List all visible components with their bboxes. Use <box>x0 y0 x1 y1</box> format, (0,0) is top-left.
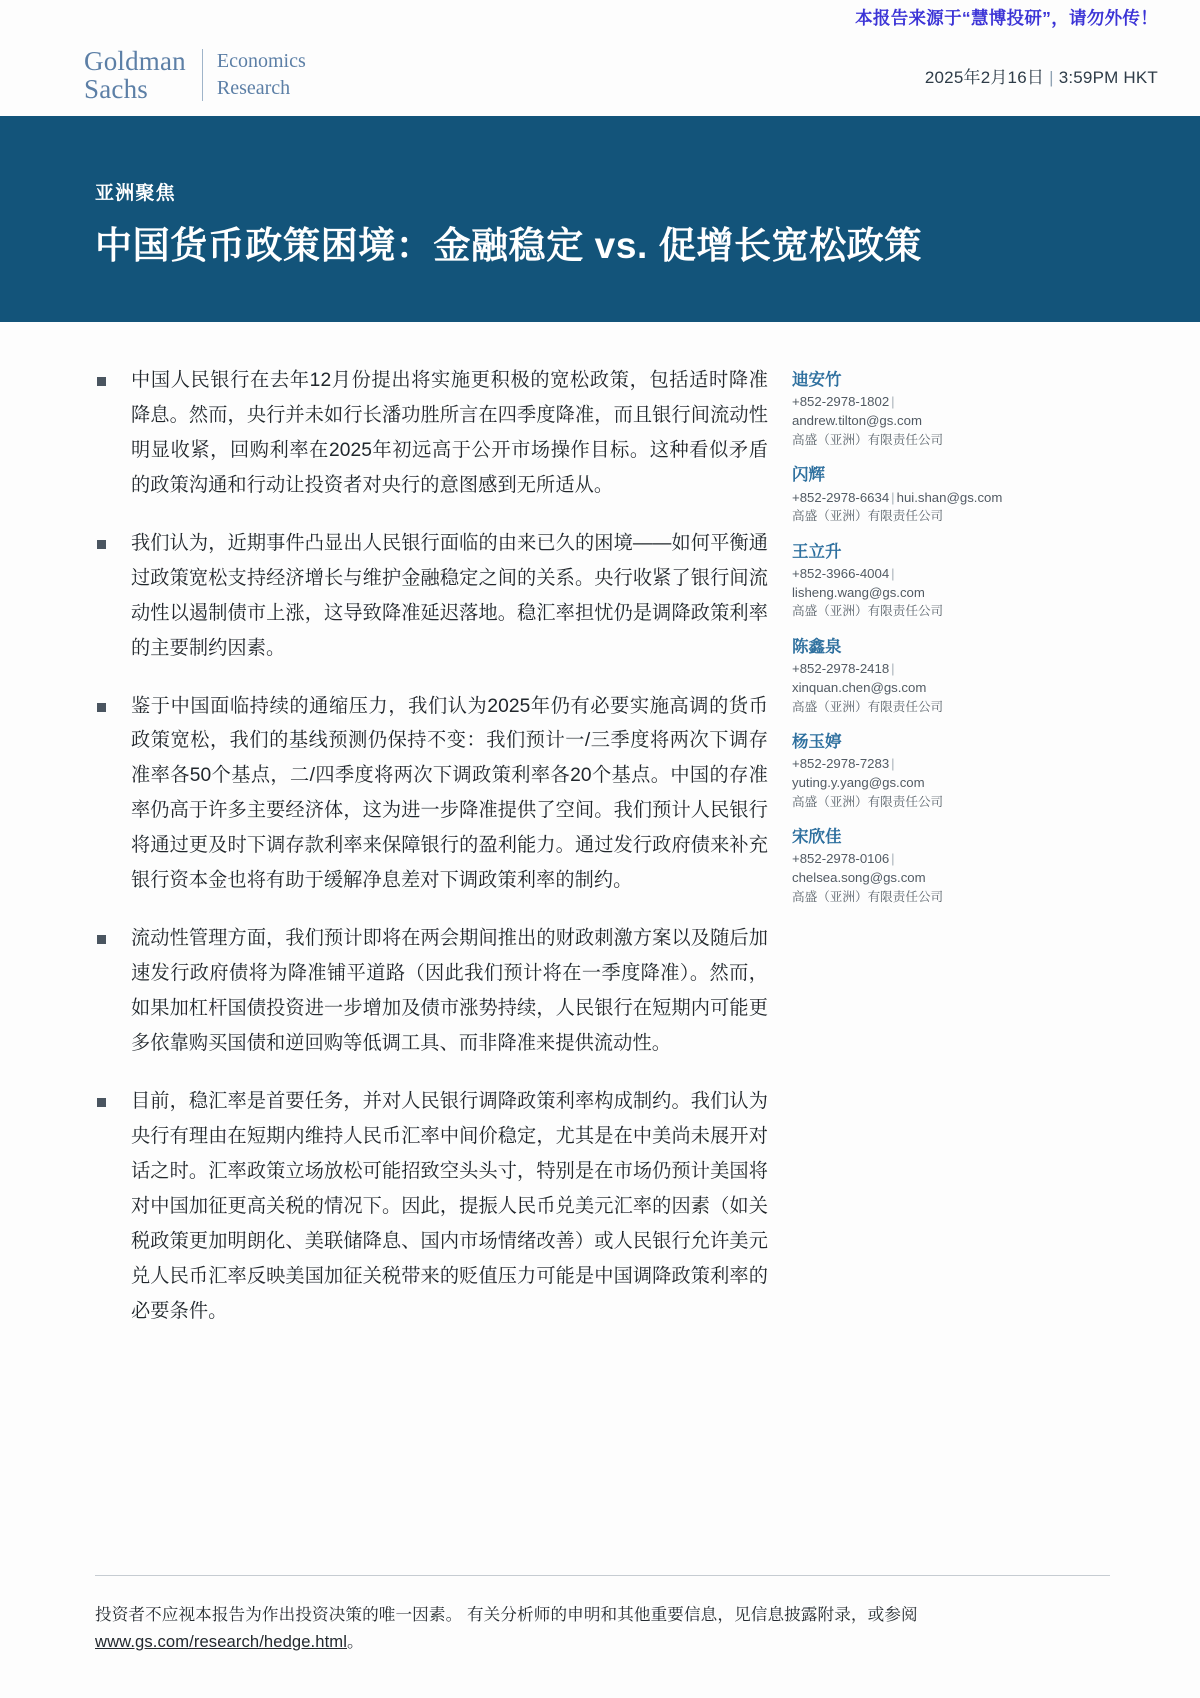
analyst-contact-list <box>792 364 1042 922</box>
contact-separator: | <box>891 566 895 582</box>
list-item <box>92 690 768 900</box>
analyst-phone[interactable]: +852-2978-2418 <box>792 661 890 677</box>
analyst-email[interactable]: xinquan.chen@gs.com <box>792 679 927 695</box>
bullet-square-icon <box>97 703 106 712</box>
analyst-phone[interactable]: +852-2978-0106 <box>792 851 890 867</box>
analyst-name: 陈鑫泉 <box>792 637 842 656</box>
analyst-firm: 高盛（亚洲）有限责任公司 <box>792 889 944 904</box>
disclaimer-text: 投资者不应视本报告为作出投资决策的唯一因素。 有关分析师的申明和其他重要信息，见信息披露附录，或参阅 <box>95 1605 918 1625</box>
analyst-firm: 高盛（亚洲）有限责任公司 <box>792 604 944 619</box>
analyst-card <box>792 465 1042 525</box>
contact-separator: | <box>891 851 895 867</box>
analyst-card <box>792 827 1042 906</box>
analyst-email-row <box>792 679 1042 698</box>
publication-time: 3:59PM HKT <box>1058 67 1158 87</box>
logo-department <box>217 48 306 102</box>
analyst-card <box>792 370 1042 449</box>
analyst-email-row <box>792 774 1042 793</box>
list-item <box>92 922 768 1062</box>
watermark-banner <box>0 0 1200 34</box>
analyst-name: 迪安竹 <box>792 371 842 389</box>
analyst-email[interactable]: andrew.tilton@gs.com <box>792 413 922 429</box>
research-disclosure-link[interactable]: www.gs.com/research/hedge.html <box>95 1632 348 1652</box>
footer-disclaimer <box>95 1602 1110 1656</box>
contact-separator: | <box>891 394 895 410</box>
bullet-square-icon <box>97 1098 106 1107</box>
page-title: 中国货币政策困境：金融稳定 vs. 促增长宽松政策 <box>95 225 922 266</box>
analyst-email[interactable]: yuting.y.yang@gs.com <box>792 775 925 791</box>
analyst-phone[interactable]: +852-2978-6634 <box>792 489 890 505</box>
disclaimer-suffix: 。 <box>347 1632 364 1652</box>
analyst-email[interactable]: chelsea.song@gs.com <box>792 870 926 886</box>
list-item <box>92 364 768 504</box>
contact-separator: | <box>891 661 895 677</box>
contact-separator: | <box>891 489 895 505</box>
logo-line-goldman: Goldman <box>84 45 186 76</box>
masthead <box>0 34 1200 116</box>
content-area <box>0 322 1200 1352</box>
list-item <box>92 1085 768 1330</box>
analyst-email[interactable]: hui.shan@gs.com <box>896 489 1003 505</box>
contact-separator: | <box>891 756 895 772</box>
bullet-square-icon <box>97 377 106 386</box>
logo-wordmark <box>84 47 186 103</box>
analyst-name: 王立升 <box>792 542 842 561</box>
analyst-email-row <box>792 869 1042 888</box>
analyst-phone[interactable]: +852-2978-1802 <box>792 394 890 410</box>
title-band <box>0 116 1200 322</box>
logo-dept-line-research: Research <box>216 77 291 99</box>
publication-date: 2025年2月16日 <box>924 67 1045 87</box>
bullet-text: 目前，稳汇率是首要任务，并对人民银行调降政策利率构成制约。我们认为央行有理由在短期内维持人民币汇率中间价稳定，尤其是在中美尚未展开对话之时。汇率政策立场放松可能招致空头头寸，特别是在市场仍预计美国将对中国加征更高关税的情况下。因此，提振人民币兑美元汇率的因素（如关税政策更加明朗化、美联储降息、国内市场情绪改善）或人民银行允许美元兑人民币汇率反映美国加征关税带来的贬值压力可能是中国调降政策利率的必要条件。 <box>131 1090 768 1322</box>
logo-dept-line-economics: Economics <box>216 50 306 72</box>
bullet-text: 流动性管理方面，我们预计即将在两会期间推出的财政刺激方案以及随后加速发行政府债将为降准铺平道路（因此我们预计将在一季度降准）。然而，如果加杠杆国债投资进一步增加及债市涨势持续，人民银行在短期内可能更多依靠购买国债和逆回购等低调工具、而非降准来提供流动性。 <box>131 928 768 1054</box>
summary-bullet-list <box>92 364 768 1329</box>
bullet-text: 鉴于中国面临持续的通缩压力，我们认为2025年仍有必要实施高调的货币政策宽松，我们的基线预测仍保持不变：我们预计一/三季度将两次下调存准率各50个基点，二/四季度将两次下调政策利率各20个基点。中国的存准率仍高于许多主要经济体，这为进一步降准提供了空间。我们预计人民银行将通过更及时下调存款利率来保障银行的盈利能力。通过发行政府债来补充银行资本金也将有助于缓解净息差对下调政策利率的制约。 <box>131 695 768 892</box>
goldman-sachs-logo <box>84 47 306 103</box>
analyst-email-row <box>792 584 1042 603</box>
analyst-phone-row <box>792 393 1042 412</box>
bullet-square-icon <box>97 935 106 944</box>
analyst-name: 宋欣佳 <box>792 828 842 847</box>
analyst-card <box>792 637 1042 716</box>
analyst-firm: 高盛（亚洲）有限责任公司 <box>792 432 944 447</box>
bullet-text: 中国人民银行在去年12月份提出将实施更积极的宽松政策，包括适时降准降息。然而，央行并未如行长潘功胜所言在四季度降准，而且银行间流动性明显收紧，回购利率在2025年初远高于公开市场操作目标。这种看似矛盾的政策沟通和行动让投资者对央行的意图感到无所适从。 <box>131 370 768 496</box>
analyst-name: 杨玉婷 <box>792 732 842 751</box>
analyst-firm: 高盛（亚洲）有限责任公司 <box>792 509 944 524</box>
analyst-firm: 高盛（亚洲）有限责任公司 <box>792 699 944 714</box>
analyst-phone-row <box>792 660 1042 679</box>
analyst-email-row <box>792 412 1042 431</box>
analyst-phone[interactable]: +852-2978-7283 <box>792 756 890 772</box>
analyst-phone-row <box>792 850 1042 869</box>
page-footer <box>0 1575 1200 1698</box>
analyst-firm: 高盛（亚洲）有限责任公司 <box>792 794 944 809</box>
logo-line-sachs: Sachs <box>84 74 148 104</box>
publication-timestamp <box>925 63 1158 88</box>
watermark-text: 本报告来源于“慧博投研”，请勿外传！ <box>855 7 1158 28</box>
timestamp-separator: | <box>1049 67 1054 87</box>
analyst-card <box>792 732 1042 811</box>
analyst-name: 闪辉 <box>792 466 825 485</box>
footer-divider <box>95 1575 1110 1576</box>
analyst-phone[interactable]: +852-3966-4004 <box>792 566 890 582</box>
list-item <box>92 527 768 667</box>
logo-divider <box>202 49 203 101</box>
body-column <box>92 364 792 1352</box>
analyst-contact-row <box>792 489 1042 508</box>
bullet-square-icon <box>97 540 106 549</box>
series-kicker: 亚洲聚焦 <box>95 183 176 204</box>
analyst-card <box>792 542 1042 621</box>
analyst-phone-row <box>792 755 1042 774</box>
bullet-text: 我们认为，近期事件凸显出人民银行面临的由来已久的困境——如何平衡通过政策宽松支持经济增长与维护金融稳定之间的关系。央行收紧了银行间流动性以遏制债市上涨，这导致降准延迟落地。稳汇率担忧仍是调降政策利率的主要制约因素。 <box>131 532 768 659</box>
analyst-phone-row <box>792 565 1042 584</box>
analyst-email[interactable]: lisheng.wang@gs.com <box>792 584 925 600</box>
